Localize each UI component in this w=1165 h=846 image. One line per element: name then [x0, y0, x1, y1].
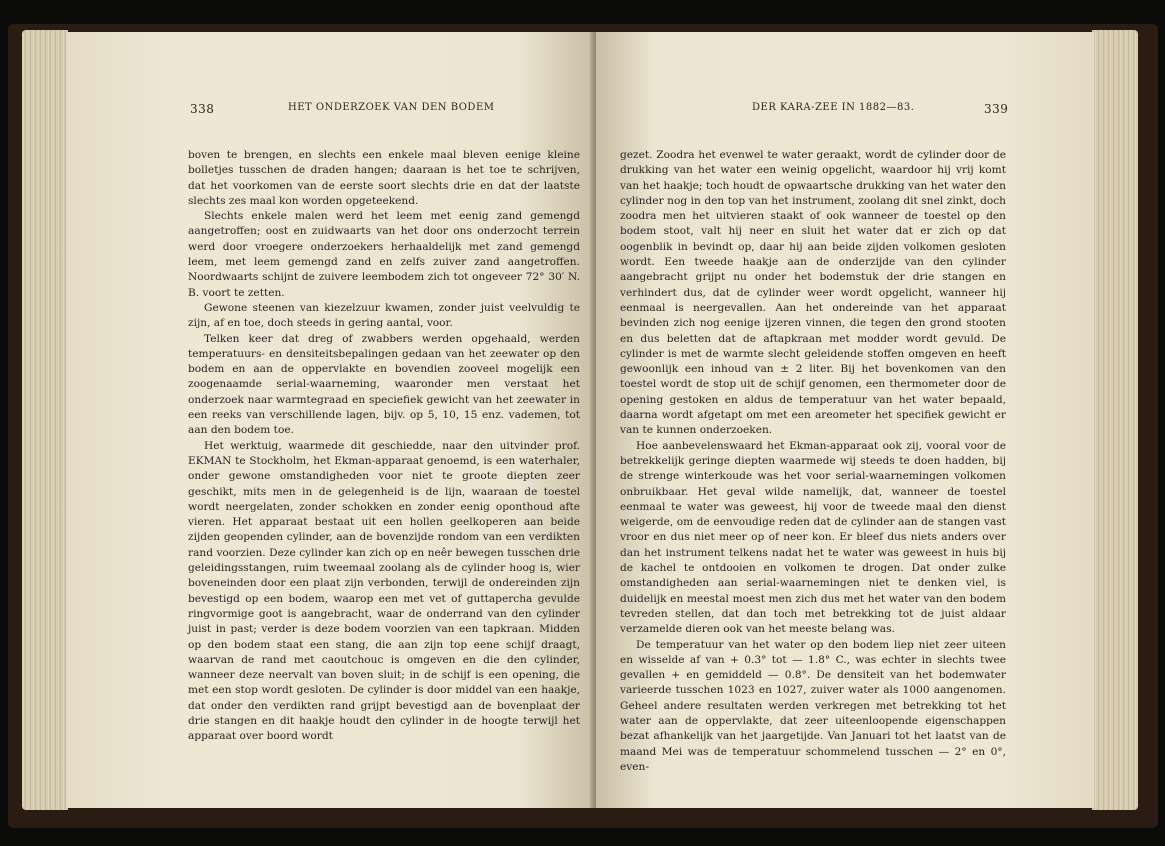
left-page — [66, 32, 596, 808]
paragraph: Slechts enkele malen werd het leem met eenig zand gemengd aangetroffen; oost en zuidwaarts van het door ons onderzocht terrein werd door vroegere onderzoekers herhaaldelijk met zand gemengd leem, met leem gemengd zand en zelfs zuiver zand aangetroffen. Noordwaarts schijnt de zuivere leembodem zich tot ongeveer 72° 30′ N. B. voort te zetten. — [188, 210, 580, 299]
paragraph: Gewone steenen van kiezelzuur kwamen, zonder juist veelvuldig te zijn, af en toe, doch steeds in gering aantal, voor. — [188, 301, 580, 330]
running-head: DER KARA-ZEE IN 1882—83. — [752, 102, 915, 113]
page-edges-right — [1092, 30, 1138, 810]
body-text — [188, 148, 580, 745]
paragraph: boven te brengen, en slechts een enkele maal bleven eenige kleine bolletjes tusschen de draden hangen; daaraan is het toe te schrijven, dat het voorkomen van de eerste soort slechts drie en dat der laatste slechts zes maal kon worden opgeteekend. — [188, 149, 580, 207]
paragraph: Hoe aanbevelenswaard het Ekman-apparaat ook zij, vooral voor de betrekkelijk geringe diepten waarmede wij steeds te doen hadden, bij de strenge winterkoude was het voor serial-waarnemingen volkomen onbruikbaar. Het geval wilde namelijk, dat, wanneer de toestel eenmaal te water was geweest, hij voor de tweede maal den dienst weigerde, om de eenvoudige reden dat de cylinder aan de stangen vast vroor en dus niet meer op of neer kon. Er bleef dus niets anders over dan het instrument telkens nadat het te water was geweest in huis bij de kachel te ontdooien en volkomen te drogen. Dat onder zulke omstandigheden aan serial-waarnemingen niet te denken viel, is duidelijk en meestal moest men zich dus met het water van den bodem tevreden stellen, dat dan toch met betrekking tot de juist aldaar verzamelde dieren ook van het meeste belang was. — [620, 439, 1006, 636]
body-text — [620, 148, 1006, 775]
right-page — [596, 32, 1094, 808]
paragraph: De temperatuur van het water op den bodem liep niet zeer uiteen en wisselde af van + 0.3° tot — 1.8° C., was echter in slechts twee gevallen + en gemiddeld — 0.8°. De densiteit van het bodemwater varieerde tusschen 1023 en 1027, zuiver water als 1000 aangenomen. Geheel andere resultaten werden verkregen met betrekking tot het water aan de oppervlakte, dat zeer uiteenloopende eigenschappen bezat afhankelijk van het jaargetijde. Van Januari tot het laatst van de maand Mei was de temperatuur schommelend tusschen — 2° en 0°, even- — [620, 638, 1006, 773]
page-number: 338 — [190, 102, 215, 116]
paragraph: gezet. Zoodra het evenwel te water geraakt, wordt de cylinder door de drukking van het water een weinig opgelicht, waardoor hij vrij komt van het haakje; toch houdt de opwaartsche drukking van het water den cylinder nog in den top van het instrument, zoolang dit snel zinkt, doch zoodra men het uitvieren staakt of ook wanneer de toestel op den bodem stoot, valt hij neer en sluit het water dat er zich op dat oogenblik in bevindt op, daar hij aan beide zijden volkomen gesloten wordt. Een tweede haakje aan de onderzijde van den cylinder aangebracht grijpt nu onder het bodemstuk der drie stangen en verhindert dus, dat de cylinder weer wordt opgelicht, wanneer hij eenmaal is neergevallen. Aan het ondereinde van het apparaat bevinden zich nog eenige ijzeren vinnen, die tegen den grond stooten en dus beletten dat de aftapkraan met modder wordt gevuld. De cylinder is met de warmte slecht geleidende stoffen omgeven en heeft gewoonlijk een inhoud van ± 2 liter. Bij het bovenkomen van den toestel wordt de stop uit de schijf genomen, een thermometer door de opening gestoken en aldus de temperatuur van het water bepaald, daarna wordt afgetapt om met een areometer het specifiek gewicht er van te kunnen onderzoeken. — [620, 149, 1006, 437]
page-number: 339 — [984, 102, 1009, 116]
paragraph: Het werktuig, waarmede dit geschiedde, naar den uitvinder prof. EKMAN te Stockholm, het Ekman-apparaat genoemd, is een waterhaler, onder gewone omstandigheden voor niet te groote diepten zeer geschikt, mits men in de gelegenheid is de lijn, waaraan de toestel wordt neergelaten, zonder schokken en zonder eenig oponthoud afte vieren. Het apparaat bestaat uit een hollen geelkoperen aan beide zijden geopenden cylinder, aan de bovenzijde rondom van een verdikten rand voorzien. Deze cylinder kan zich op en neêr bewegen tusschen drie geleidingsstangen, ruim tweemaal zoolang als de cylinder hoog is, wier boveneinden door een plaat zijn verbonden, terwijl de ondereinden zijn bevestigd op een bodem, waarop een met vet of guttapercha gevulde ringvormige goot is aangebracht, waar de onderrand van den cylinder juist in past; verder is deze bodem voorzien van een tapkraan. Midden op den bodem staat een stang, die aan zijn top eene schijf draagt, waarvan de rand met caoutchouc is omgeven en die den cylinder, wanneer deze neervalt van boven sluit; in de schijf is een opening, die met een stop wordt gesloten. De cylinder is door middel van een haakje, dat onder den verdikten rand grijpt bevestigd aan de bovenplaat der drie stangen en dit haakje houdt den cylinder in de hoogte terwijl het apparaat over boord wordt — [188, 439, 580, 743]
running-head: HET ONDERZOEK VAN DEN BODEM — [288, 102, 495, 113]
paragraph: Telken keer dat dreg of zwabbers werden opgehaald, werden temperatuurs- en densiteitsbepalingen gedaan van het zeewater op den bodem en aan de oppervlakte en bovendien zooveel mogelijk een zoogenaamde serial-waarneming, waaronder men verstaat het onderzoek naar warmtegraad en speciefiek gewicht van het zeewater in een reeks van verschillende lagen, bijv. op 5, 10, 15 enz. vademen, tot aan den bodem toe. — [188, 332, 580, 437]
page-edges-left — [22, 30, 68, 810]
